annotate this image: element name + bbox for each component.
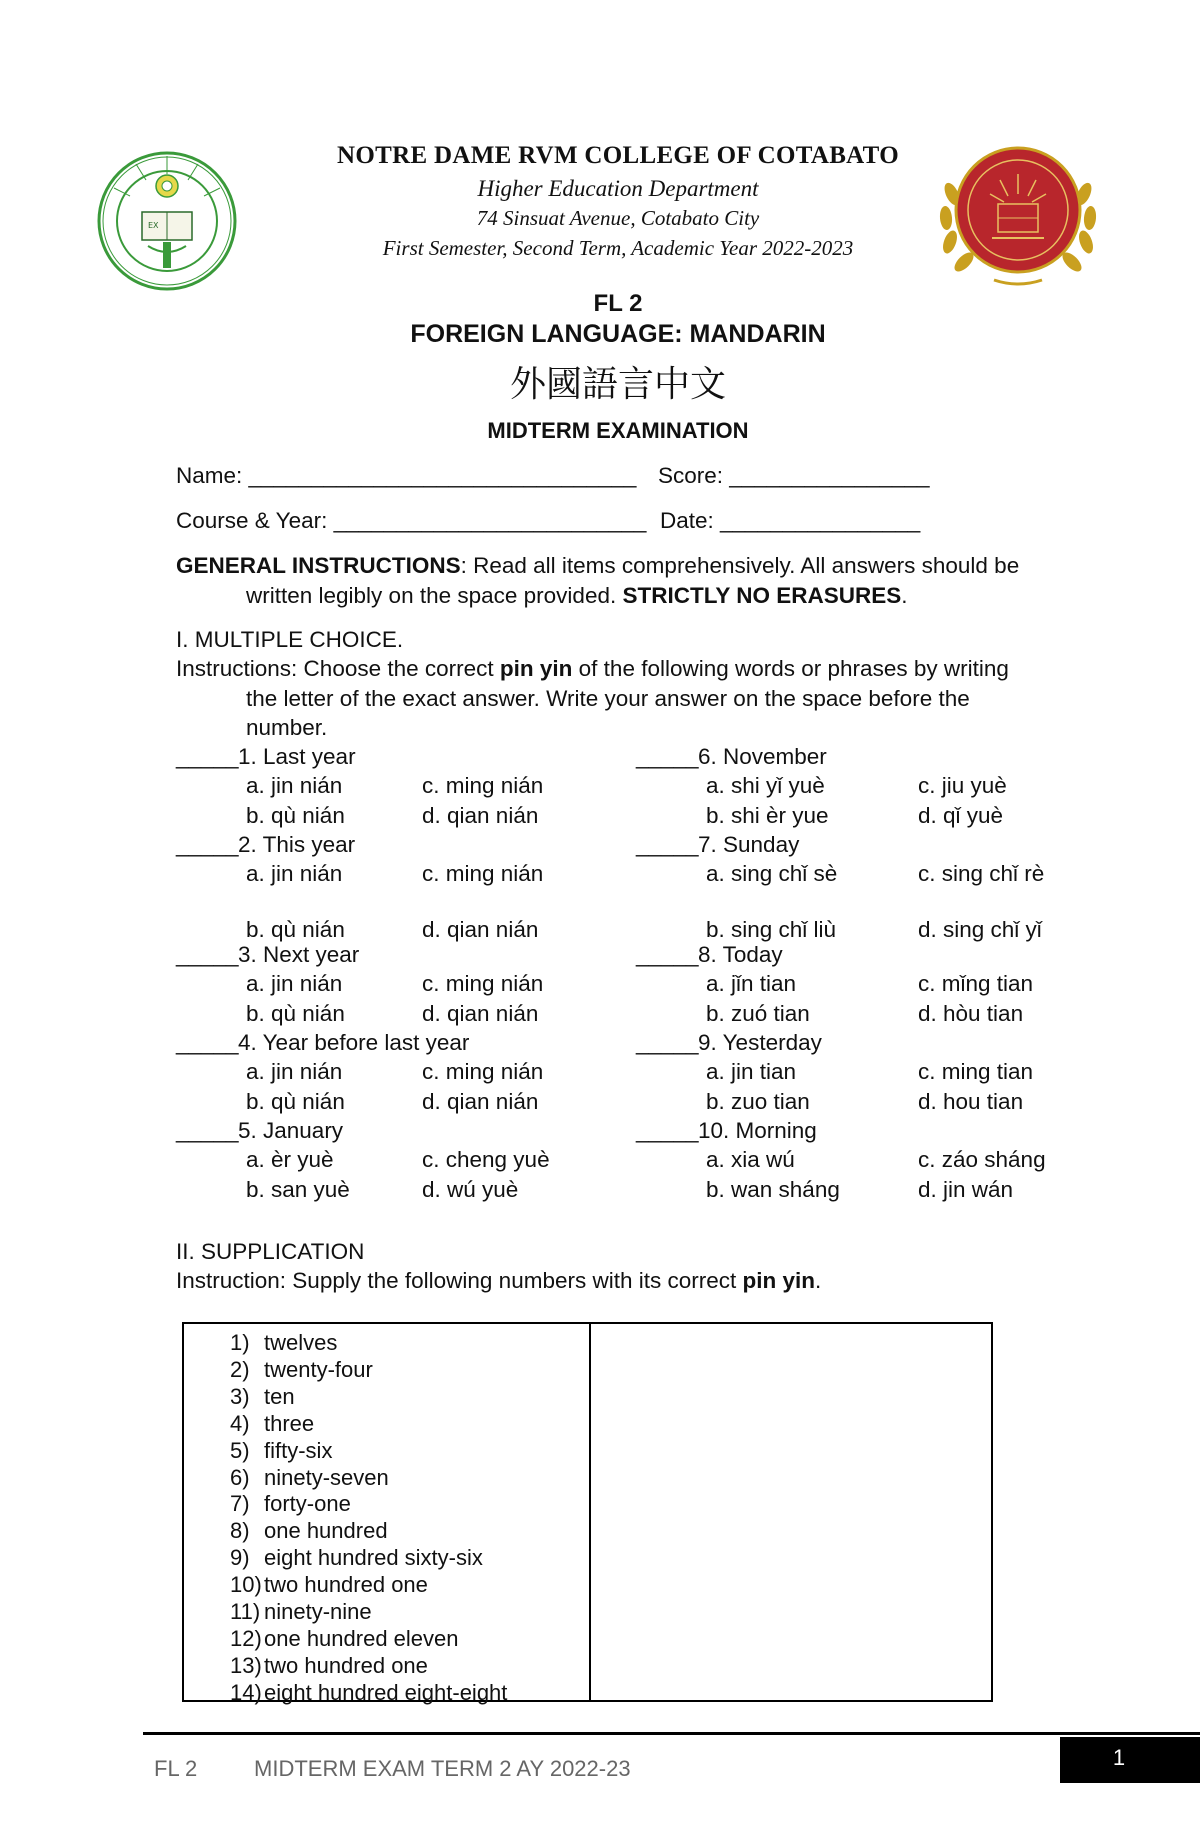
item-text: forty-one (264, 1491, 351, 1517)
item-number: 9) (230, 1545, 250, 1571)
option-c-q10: c. záo sháng (918, 1147, 1046, 1173)
item-number: 14) (230, 1679, 262, 1705)
option-b-q6: b. shi èr yue (706, 802, 829, 828)
supplication-item (230, 1572, 428, 1598)
answer-blank-q6[interactable]: _____ (636, 744, 699, 769)
option-c-q8: c. mǐng tian (918, 971, 1034, 997)
supplication-item (230, 1653, 428, 1679)
part1-instr-text: Instructions: Choose the correct (176, 656, 500, 681)
option-b-q10: b. wan sháng (706, 1176, 840, 1202)
option-a-q8: a. jǐn tian (706, 971, 797, 997)
answer-blank-q10[interactable]: _____ (636, 1118, 699, 1143)
part2-instr-bold: pin yin (742, 1268, 815, 1293)
general-instructions-line2 (246, 583, 908, 609)
department-name: Higher Education Department (477, 176, 759, 201)
supplication-item (230, 1545, 483, 1571)
question-q6: 6. November (698, 744, 827, 769)
item-text: ten (264, 1383, 295, 1409)
option-b-q8: b. zuó tian (706, 1000, 810, 1026)
supplication-table (182, 1322, 993, 1705)
item-number: 5) (230, 1437, 250, 1463)
option-d-q8: d. hòu tian (918, 1000, 1024, 1026)
option-d-q5: d. wú yuè (422, 1176, 519, 1202)
page-number: 1 (1112, 1745, 1126, 1770)
question-q10: 10. Morning (698, 1118, 817, 1143)
part1-instructions-line3: number. (246, 715, 328, 740)
answer-blank-q2[interactable]: _____ (176, 832, 239, 857)
supplication-item (230, 1438, 332, 1464)
date-field[interactable]: Date: ________________ (660, 508, 921, 533)
question-q1: 1. Last year (238, 744, 356, 769)
answer-blank-q8[interactable]: _____ (636, 942, 699, 967)
option-c-q7: c. sing chǐ rè (918, 861, 1045, 887)
option-a-q3: a. jin nián (246, 971, 343, 997)
academic-term: First Semester, Second Term, Academic Year 2022-2023 (382, 236, 854, 260)
option-c-q1: c. ming nián (422, 773, 544, 799)
option-d-q9: d. hou tian (918, 1088, 1024, 1114)
supplication-item (230, 1680, 507, 1706)
answer-blank-q7[interactable]: _____ (636, 832, 699, 857)
item-text: ninety-nine (264, 1599, 372, 1624)
option-a-q5: a. èr yuè (246, 1147, 334, 1173)
item-number: 13) (230, 1652, 262, 1678)
option-a-q1: a. jin nián (246, 773, 343, 799)
option-b-q7: b. sing chǐ liù (706, 916, 837, 942)
supplication-item (230, 1384, 295, 1410)
general-instructions-text2: written legibly on the space provided. (246, 583, 623, 608)
score-field[interactable]: Score: ________________ (658, 463, 930, 488)
option-d-q1: d. qian nián (422, 802, 539, 828)
supplication-item (230, 1330, 337, 1356)
footer-rule (143, 1732, 1200, 1735)
item-text: twelves (264, 1330, 338, 1355)
exam-title: MIDTERM EXAMINATION (487, 418, 749, 443)
footer-course-code: FL 2 (154, 1756, 198, 1781)
answer-blank-q5[interactable]: _____ (176, 1118, 239, 1143)
course-name-chinese: 外國語言中文 (509, 364, 726, 405)
answer-blank-q3[interactable]: _____ (176, 942, 239, 967)
item-text: fifty-six (264, 1437, 333, 1463)
no-erasures-note: STRICTLY NO ERASURES (622, 583, 902, 608)
option-d-q7: d. sing chǐ yǐ (918, 916, 1042, 942)
college-address: 74 Sinsuat Avenue, Cotabato City (476, 206, 760, 230)
option-c-q3: c. ming nián (422, 971, 544, 997)
part1-instructions-line2: the letter of the exact answer. Write your answer on the space before the (246, 686, 970, 711)
supplication-item (230, 1518, 388, 1544)
question-q7: 7. Sunday (698, 832, 800, 857)
course-year-field[interactable]: Course & Year: _________________________ (176, 508, 647, 533)
option-b-q3: b. qù nián (246, 1000, 345, 1026)
page-number-box (1060, 1737, 1200, 1783)
question-q3: 3. Next year (238, 942, 360, 967)
item-text: eight hundred sixty-six (264, 1545, 483, 1571)
part1-instr-text-b: of the following words or phrases by writing (572, 656, 1009, 681)
item-text: two hundred one (264, 1572, 428, 1598)
item-text: ninety-seven (264, 1464, 389, 1490)
option-d-q2: d. qian nián (422, 916, 539, 942)
option-a-q10: a. xia wú (706, 1147, 795, 1173)
supplication-item (230, 1411, 314, 1437)
item-number: 10) (230, 1572, 262, 1598)
option-b-q1: b. qù nián (246, 802, 345, 828)
item-text: twenty-four (264, 1356, 373, 1382)
answer-blank-q1[interactable]: _____ (176, 744, 239, 769)
option-c-q9: c. ming tian (918, 1059, 1034, 1085)
general-instructions (176, 553, 1019, 579)
option-c-q5: c. cheng yuè (422, 1147, 550, 1173)
supplication-item (230, 1626, 459, 1652)
option-d-q6: d. qǐ yuè (918, 802, 1004, 828)
item-number: 7) (230, 1491, 250, 1517)
part1-instr-bold: pin yin (499, 656, 573, 681)
question-q5: 5. January (238, 1118, 344, 1143)
item-text: two hundred one (264, 1652, 428, 1678)
question-q8: 8. Today (698, 942, 783, 967)
option-a-q9: a. jin tian (706, 1059, 797, 1085)
answer-column[interactable] (591, 1324, 991, 1700)
option-d-q3: d. qian nián (422, 1000, 539, 1026)
option-d-q4: d. qian nián (422, 1088, 539, 1114)
item-number: 1) (230, 1330, 250, 1355)
college-name: NOTRE DAME RVM COLLEGE OF COTABATO (337, 142, 899, 169)
item-number: 12) (230, 1625, 262, 1651)
item-number: 4) (230, 1410, 250, 1436)
footer-exam-title: MIDTERM EXAM TERM 2 AY 2022-23 (254, 1756, 631, 1781)
course-code: FL 2 (593, 290, 643, 317)
part2-instructions (176, 1268, 821, 1294)
option-a-q6: a. shi yǐ yuè (706, 773, 825, 799)
option-a-q7: a. sing chǐ sè (706, 861, 838, 887)
item-number: 8) (230, 1518, 250, 1544)
course-name: FOREIGN LANGUAGE: MANDARIN (410, 320, 826, 348)
answer-blank-q4[interactable]: _____ (176, 1030, 239, 1055)
question-q9: 9. Yesterday (698, 1030, 822, 1055)
option-b-q4: b. qù nián (246, 1088, 345, 1114)
item-number: 2) (230, 1356, 250, 1382)
item-text: one hundred (264, 1518, 388, 1544)
item-number: 11) (230, 1599, 261, 1624)
option-a-q2: a. jin nián (246, 861, 343, 887)
part2-instr-text: Instruction: Supply the following numbers with its correct (176, 1268, 743, 1293)
general-instructions-text: : Read all items comprehensively. All answers should be (460, 553, 1020, 578)
svg-text:EX: EX (148, 221, 159, 230)
general-instructions-label: GENERAL INSTRUCTIONS (176, 553, 461, 578)
instructions-period: . (901, 583, 908, 608)
item-text: three (264, 1410, 315, 1436)
name-field[interactable]: Name: _______________________________ (176, 463, 637, 488)
item-text: eight hundred eight-eight (264, 1679, 508, 1705)
supplication-item (230, 1465, 389, 1491)
part1-instructions (176, 656, 1009, 682)
question-q4: 4. Year before last year (238, 1030, 470, 1055)
part1-title: I. MULTIPLE CHOICE. (176, 627, 404, 652)
item-number: 3) (230, 1383, 250, 1409)
question-q2: 2. This year (238, 832, 356, 857)
option-a-q4: a. jin nián (246, 1059, 343, 1085)
option-c-q2: c. ming nián (422, 861, 544, 887)
option-c-q4: c. ming nián (422, 1059, 544, 1085)
option-b-q9: b. zuo tian (706, 1088, 810, 1114)
supplication-item (230, 1357, 373, 1383)
option-b-q2: b. qù nián (246, 916, 345, 942)
part2-title: II. SUPPLICATION (176, 1239, 365, 1264)
item-text: one hundred eleven (264, 1625, 459, 1651)
part2-instr-end: . (815, 1268, 822, 1293)
option-b-q5: b. san yuè (246, 1176, 350, 1202)
item-number: 6) (230, 1464, 250, 1490)
supplication-item (230, 1491, 351, 1517)
supplication-item (230, 1599, 372, 1625)
answer-blank-q9[interactable]: _____ (636, 1030, 699, 1055)
option-d-q10: d. jin wán (918, 1176, 1014, 1202)
option-c-q6: c. jiu yuè (918, 773, 1007, 799)
